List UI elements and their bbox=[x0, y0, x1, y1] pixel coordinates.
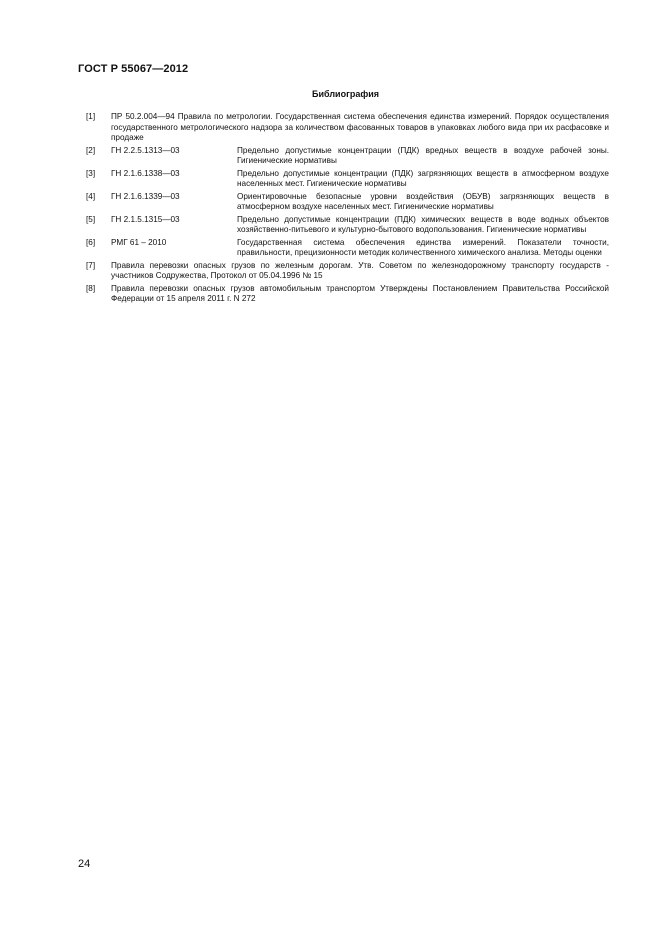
entry-code: ГН 2.1.6.1338—03 bbox=[111, 168, 180, 178]
entry-number: [7] bbox=[86, 260, 96, 270]
entry-number: [5] bbox=[86, 214, 96, 224]
bibliography-entry bbox=[86, 112, 609, 144]
document-header: ГОСТ Р 55067—2012 bbox=[78, 63, 189, 75]
entry-code: ГН 2.1.5.1315—03 bbox=[111, 214, 180, 224]
section-title: Библиография bbox=[312, 89, 379, 99]
entry-text: Предельно допустимые концентрации (ПДК) вредных веществ в воздухе рабочей зоны. Гигиенические нормативы bbox=[237, 145, 609, 165]
entry-code: ГН 2.1.6.1339—03 bbox=[111, 191, 180, 201]
page-number: 24 bbox=[78, 858, 91, 870]
bibliography-list bbox=[86, 112, 609, 307]
entry-number: [6] bbox=[86, 237, 96, 247]
entry-number: [8] bbox=[86, 283, 96, 293]
entry-text: Предельно допустимые концентрации (ПДК) химических веществ в воде водных объектов хозяйственно-питьевого и культурно-бытового водопользования. Гигиенические нормативы bbox=[237, 214, 609, 234]
entry-text: Ориентировочные безопасные уровни воздействия (ОБУВ) загрязняющих веществ в атмосферном воздухе населенных мест. Гигиенические нормативы bbox=[237, 191, 609, 211]
entry-number: [1] bbox=[86, 112, 96, 121]
entry-text: Предельно допустимые концентрации (ПДК) загрязняющих веществ в атмосферном воздухе населенных мест. Гигиенические нормативы bbox=[237, 168, 609, 188]
bibliography-entry bbox=[86, 146, 609, 167]
bibliography-entry bbox=[86, 284, 609, 305]
bibliography-entry bbox=[86, 215, 609, 236]
bibliography-entry bbox=[86, 261, 609, 282]
entry-text: ПР 50.2.004—94 Правила по метрологии. Государственная система обеспечения единства измерений. Порядок осуществления государственного метрологического надзора за количеством фасованных товаров в упаковках любого вида при их расфасовке и продаже bbox=[111, 112, 609, 142]
entry-number: [3] bbox=[86, 168, 96, 178]
entry-code: РМГ 61 – 2010 bbox=[111, 237, 167, 247]
entry-text: Правила перевозки опасных грузов автомобильным транспортом Утверждены Постановлением Правительства Российской Федерации от 15 апреля 2011 г. N 272 bbox=[111, 283, 609, 303]
bibliography-entry bbox=[86, 169, 609, 190]
entry-text: Правила перевозки опасных грузов по железным дорогам. Утв. Советом по железнодорожному транспорту государств - участников Содружества, Протокол от 05.04.1996 № 15 bbox=[111, 260, 609, 280]
bibliography-entry bbox=[86, 238, 609, 259]
entry-text: Государственная система обеспечения единства измерений. Показатели точности, правильности, прецизионности методик количественного химического анализа. Методы оценки bbox=[237, 237, 609, 257]
entry-number: [4] bbox=[86, 191, 96, 201]
entry-code: ГН 2.2.5.1313—03 bbox=[111, 145, 180, 155]
entry-number: [2] bbox=[86, 145, 96, 155]
bibliography-entry bbox=[86, 192, 609, 213]
